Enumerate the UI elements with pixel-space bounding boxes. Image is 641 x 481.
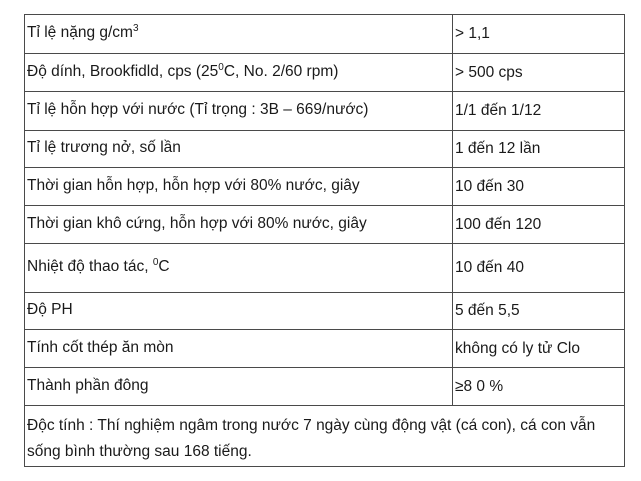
value-cell [453,206,624,243]
property-cell [25,131,453,167]
value-cell [453,168,624,205]
table-row [25,206,624,244]
property-label: Nhiệt độ thao tác, $^0$C [27,257,170,275]
property-label: Tính cốt thép ăn mòn [27,338,174,356]
property-value: không có ly tử Clo [455,339,580,357]
table-row [25,368,624,406]
value-cell [453,131,624,167]
table-row [25,54,624,92]
value-cell [453,54,624,91]
property-label: Tỉ lệ nặng $g/cm^3$ [27,23,139,41]
table-row [25,168,624,206]
table-row [25,293,624,330]
property-cell [25,206,453,243]
property-cell [25,244,453,292]
property-cell [25,92,453,130]
property-cell [25,54,453,91]
property-value: 100 đến 120 [455,215,542,233]
toxicity-note-row [25,406,624,466]
value-cell [453,15,624,53]
property-label: Tỉ lệ trương nở, số lần [27,139,181,156]
table-row [25,92,624,131]
value-cell [453,368,624,405]
property-value: 1 đến 12 lần [455,140,541,157]
property-value: 1/1 đến 1/12 [455,102,542,119]
properties-table [24,14,625,467]
property-cell [25,368,453,405]
value-cell [453,244,624,292]
property-cell [25,293,453,329]
property-label: Thành phần đông [27,376,149,394]
property-value: 10 đến 40 [455,259,524,276]
property-value: > 1,1 [455,25,490,42]
toxicity-note: Độc tính : Thí nghiệm ngâm trong nước 7 ngày cùng động vật (cá con), cá con vẫn sống bình thường sau 168 tiếng. [27,417,596,460]
property-label: Thời gian khô cứng, hỗn hợp với 80% nước, giây [27,214,367,232]
property-cell [25,330,453,367]
value-cell [453,330,624,367]
table-row [25,244,624,293]
value-cell [453,92,624,130]
property-value: > 500 cps [455,63,523,81]
property-label: Thời gian hỗn hợp, hỗn hợp với 80% nước, giây [27,176,360,194]
property-cell [25,15,453,53]
property-value: ≥8 0 % [455,377,504,395]
property-label: Độ PH [27,301,73,318]
table-row [25,330,624,368]
property-label: Tỉ lệ hỗn hợp với nước (Tỉ trọng : 3B – 669/nước) [27,101,369,118]
property-label: Độ dính, Brookfidld, cps ($25^0C$, No. 2/60 rpm) [27,61,339,80]
property-value: 10 đến 30 [455,177,524,195]
property-value: 5 đến 5,5 [455,302,520,319]
property-cell [25,168,453,205]
value-cell [453,293,624,329]
table-row [25,15,624,54]
table-row [25,131,624,168]
